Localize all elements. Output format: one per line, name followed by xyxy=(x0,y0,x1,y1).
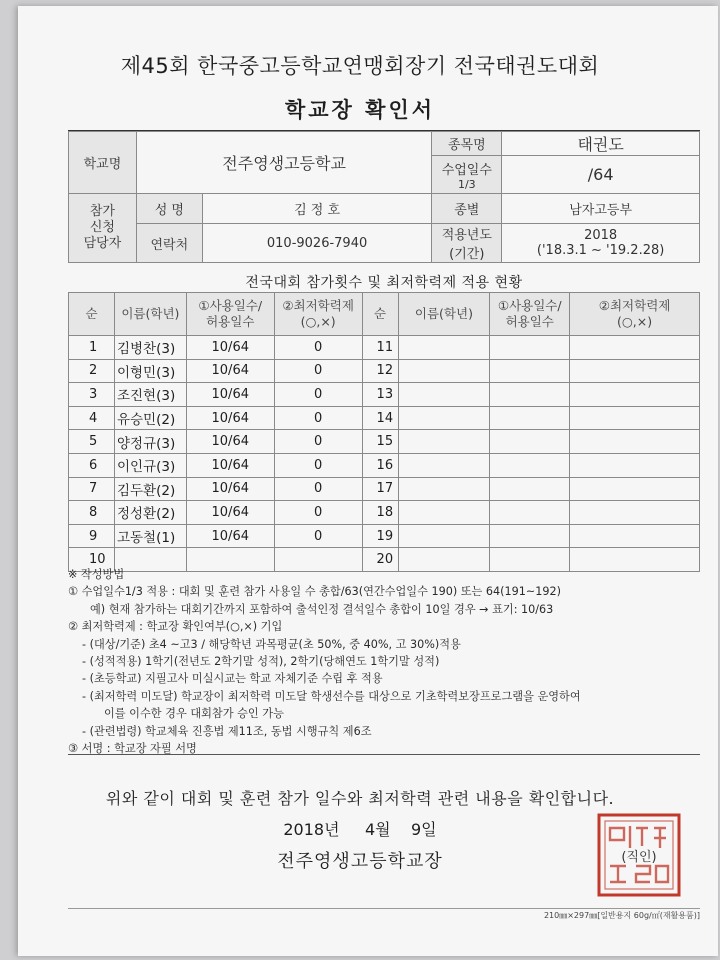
row-days-2 xyxy=(490,336,570,360)
year-label: 적용년도 (기간) xyxy=(432,224,502,263)
class-label: 종별 xyxy=(432,194,502,224)
row-seq: 9 xyxy=(69,524,115,548)
event-value: 태권도 xyxy=(502,132,700,156)
row-name-2 xyxy=(398,453,490,477)
info-table xyxy=(68,131,700,263)
row-seq: 5 xyxy=(69,430,115,454)
class-value: 남자고등부 xyxy=(502,194,700,224)
table-row xyxy=(69,501,700,525)
row-seq-2: 19 xyxy=(362,524,398,548)
row-days-2 xyxy=(490,383,570,407)
days-value: /64 xyxy=(502,156,700,194)
row-name: 김병찬(3) xyxy=(114,336,186,360)
row-name: 김두환(2) xyxy=(114,477,186,501)
row-days-2 xyxy=(490,430,570,454)
row-min-2 xyxy=(570,406,700,430)
row-name: 이인규(3) xyxy=(114,453,186,477)
header-name: 이름(학년) xyxy=(114,293,186,336)
row-days: 10/64 xyxy=(186,406,274,430)
year-value: 2018 ('18.3.1 ~ '19.2.28) xyxy=(502,224,700,263)
row-name-2 xyxy=(398,359,490,383)
school-name: 전주영생고등학교 xyxy=(136,132,431,194)
row-days: 10/64 xyxy=(186,501,274,525)
row-days-2 xyxy=(490,453,570,477)
row-seq: 4 xyxy=(69,406,115,430)
document-title: 제45회 한국중고등학교연맹회장기 전국태권도대회 xyxy=(120,54,600,78)
row-min: 0 xyxy=(274,453,362,477)
row-name: 조진현(3) xyxy=(114,383,186,407)
row-seq: 8 xyxy=(69,501,115,525)
row-min-2 xyxy=(570,336,700,360)
applicant-label: 참가 신청 담당자 xyxy=(69,194,137,263)
note-1a: ① 수업일수1/3 적용 : 대회 및 훈련 참가 사용일 수 총합/63(연간수업일수 190) 또는 64(191~192) xyxy=(68,585,561,599)
note-2c: - (초등학교) 지필고사 미실시교는 학교 자체기준 수립 후 적용 xyxy=(82,672,383,686)
note-1b: 예) 현재 참가하는 대회기간까지 포함하여 출석인정 결석일수 총합이 10일 경우 → 표기: 10/63 xyxy=(90,602,554,616)
header-name-2: 이름(학년) xyxy=(398,293,490,336)
table-row xyxy=(69,430,700,454)
row-name-2 xyxy=(398,406,490,430)
row-name: 고동철(1) xyxy=(114,524,186,548)
participation-table xyxy=(68,292,700,572)
row-name-2 xyxy=(398,524,490,548)
notes-heading: ※ 작성방법 xyxy=(68,568,125,581)
row-seq-2: 16 xyxy=(362,453,398,477)
note-2: ② 최저학력제 : 학교장 확인여부(○,×) 기입 xyxy=(68,620,283,634)
note-2a: - (대상/기준) 초4 ~고3 / 해당학년 과목평균(초 50%, 중 40%, 고 30%)적용 xyxy=(82,637,461,651)
row-min: 0 xyxy=(274,430,362,454)
contact-value: 010-9026-7940 xyxy=(202,224,432,263)
row-seq-2: 15 xyxy=(362,430,398,454)
row-days: 10/64 xyxy=(186,336,274,360)
name-value: 김 정 호 xyxy=(202,194,432,224)
event-label: 종목명 xyxy=(432,132,502,156)
row-seq: 10 xyxy=(69,548,115,572)
bottom-divider xyxy=(68,908,700,909)
row-name-2 xyxy=(398,501,490,525)
table-row xyxy=(69,477,700,501)
row-name-2 xyxy=(398,430,490,454)
header-min: ②최저학력제 (○,×) xyxy=(274,293,362,336)
header-days-2: ①사용일수/ 허용일수 xyxy=(490,293,570,336)
row-name: 양정규(3) xyxy=(114,430,186,454)
row-days: 10/64 xyxy=(186,383,274,407)
row-seq: 1 xyxy=(69,336,115,360)
row-min-2 xyxy=(570,453,700,477)
row-name: 유승민(2) xyxy=(114,406,186,430)
row-min: 0 xyxy=(274,524,362,548)
row-name: 이형민(3) xyxy=(114,359,186,383)
row-days: 10/64 xyxy=(186,524,274,548)
name-label: 성 명 xyxy=(136,194,202,224)
seal-label: (직인) xyxy=(621,850,657,865)
participation-header-row xyxy=(69,293,700,336)
row-min-2 xyxy=(570,501,700,525)
notes-divider xyxy=(68,754,700,755)
principal-name: 전주영생고등학교장 xyxy=(277,851,443,872)
row-seq: 6 xyxy=(69,453,115,477)
table-row xyxy=(69,383,700,407)
row-days: 10/64 xyxy=(186,359,274,383)
paper-spec: 210㎜×297㎜[일반용지 60g/㎡(재활용품)] xyxy=(543,911,700,920)
table-row xyxy=(69,406,700,430)
row-min: 0 xyxy=(274,406,362,430)
row-min-2 xyxy=(570,430,700,454)
row-min-2 xyxy=(570,383,700,407)
document-subtitle: 학교장 확인서 xyxy=(284,98,436,122)
row-days-2 xyxy=(490,501,570,525)
confirmation-text: 위와 같이 대회 및 훈련 참가 일수와 최저학력 관련 내용을 확인합니다. xyxy=(105,789,615,808)
row-seq: 3 xyxy=(69,383,115,407)
row-min: 0 xyxy=(274,336,362,360)
row-days-2 xyxy=(490,477,570,501)
row-min: 0 xyxy=(274,359,362,383)
note-2b: - (성적적용) 1학기(전년도 2학기말 성적), 2학기(당해연도 1학기말 성적) xyxy=(82,655,440,669)
row-seq-2: 20 xyxy=(362,548,398,572)
note-2d1: - (최저학력 미도달) 학교장이 최저학력 미도달 학생선수를 대상으로 기초학력보장프로그램을 운영하여 xyxy=(82,689,581,703)
row-seq-2: 12 xyxy=(362,359,398,383)
row-seq-2: 14 xyxy=(362,406,398,430)
header-min-2: ②최저학력제 (○,×) xyxy=(570,293,700,336)
row-days-2 xyxy=(490,359,570,383)
row-days-2 xyxy=(490,524,570,548)
row-days-2 xyxy=(490,406,570,430)
row-min-2 xyxy=(570,477,700,501)
row-days: 10/64 xyxy=(186,430,274,454)
header-days: ①사용일수/ 허용일수 xyxy=(186,293,274,336)
row-min: 0 xyxy=(274,383,362,407)
row-name-2 xyxy=(398,383,490,407)
writing-instructions xyxy=(68,566,704,757)
participation-title: 전국대회 참가횟수 및 최저학력제 적용 현황 xyxy=(245,275,523,291)
row-seq: 7 xyxy=(69,477,115,501)
row-name-2 xyxy=(398,477,490,501)
row-days: 10/64 xyxy=(186,453,274,477)
row-min-2 xyxy=(570,359,700,383)
row-seq-2: 18 xyxy=(362,501,398,525)
row-seq-2: 17 xyxy=(362,477,398,501)
row-name-2 xyxy=(398,336,490,360)
contact-label: 연락처 xyxy=(136,224,202,263)
row-min-2 xyxy=(570,524,700,548)
note-2d2: 이를 이수한 경우 대회참가 승인 가능 xyxy=(104,707,284,721)
header-seq-2: 순 xyxy=(362,293,398,336)
row-seq-2: 11 xyxy=(362,336,398,360)
row-days: 10/64 xyxy=(186,477,274,501)
issue-date: 2018년 4월 9일 xyxy=(283,820,437,839)
table-row xyxy=(69,336,700,360)
note-2e: - (관련법령) 학교체육 진흥법 제11조, 동법 시행규칙 제6조 xyxy=(82,724,372,738)
table-row xyxy=(69,359,700,383)
row-seq: 2 xyxy=(69,359,115,383)
table-row xyxy=(69,453,700,477)
header-seq: 순 xyxy=(69,293,115,336)
note-3: ③ 서명 : 학교장 자필 서명 xyxy=(68,742,197,756)
table-row xyxy=(69,524,700,548)
days-label: 수업일수 1/3 xyxy=(432,156,502,194)
school-label: 학교명 xyxy=(69,132,137,194)
row-seq-2: 13 xyxy=(362,383,398,407)
row-min: 0 xyxy=(274,501,362,525)
row-min: 0 xyxy=(274,477,362,501)
row-name: 정성환(2) xyxy=(114,501,186,525)
